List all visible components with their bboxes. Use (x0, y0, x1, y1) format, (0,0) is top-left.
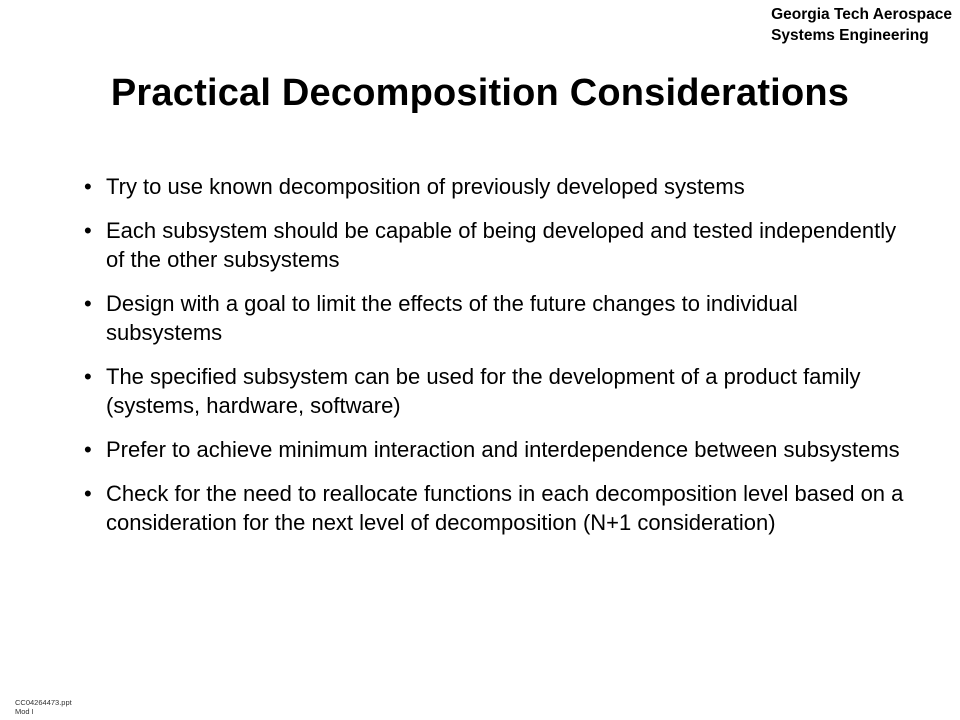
bullet-icon: • (84, 364, 92, 389)
bullet-list (84, 172, 904, 552)
bullet-icon: • (84, 218, 92, 243)
footer-file-ref: CC04264473.ppt (15, 698, 72, 707)
organization-line-2: Systems Engineering (771, 27, 929, 44)
bullet-icon: • (84, 291, 92, 316)
organization-line-1: Georgia Tech Aerospace (771, 6, 952, 23)
bullet-icon: • (84, 174, 92, 199)
bullet-text: Check for the need to reallocate functions in each decomposition level based on a consideration for the next level of decomposition (N+1 consideration) (106, 481, 904, 535)
bullet-item (84, 289, 904, 347)
bullet-item (84, 172, 904, 201)
bullet-text: Design with a goal to limit the effects of the future changes to individual subsystems (106, 291, 798, 345)
slide-title: Practical Decomposition Considerations (110, 72, 850, 114)
bullet-item (84, 435, 904, 464)
bullet-icon: • (84, 437, 92, 462)
bullet-item (84, 216, 904, 274)
bullet-item (84, 362, 904, 420)
bullet-icon: • (84, 481, 92, 506)
footer-mod-ref: Mod I (15, 707, 34, 716)
bullet-item (84, 479, 904, 537)
bullet-text: The specified subsystem can be used for the development of a product family (systems, hardware, software) (106, 364, 861, 418)
bullet-text: Each subsystem should be capable of being developed and tested independently of the other subsystems (106, 218, 897, 272)
bullet-text: Prefer to achieve minimum interaction and interdependence between subsystems (106, 437, 900, 462)
bullet-text: Try to use known decomposition of previously developed systems (106, 174, 745, 199)
footer-reference (15, 698, 72, 716)
organization-label (771, 4, 952, 46)
